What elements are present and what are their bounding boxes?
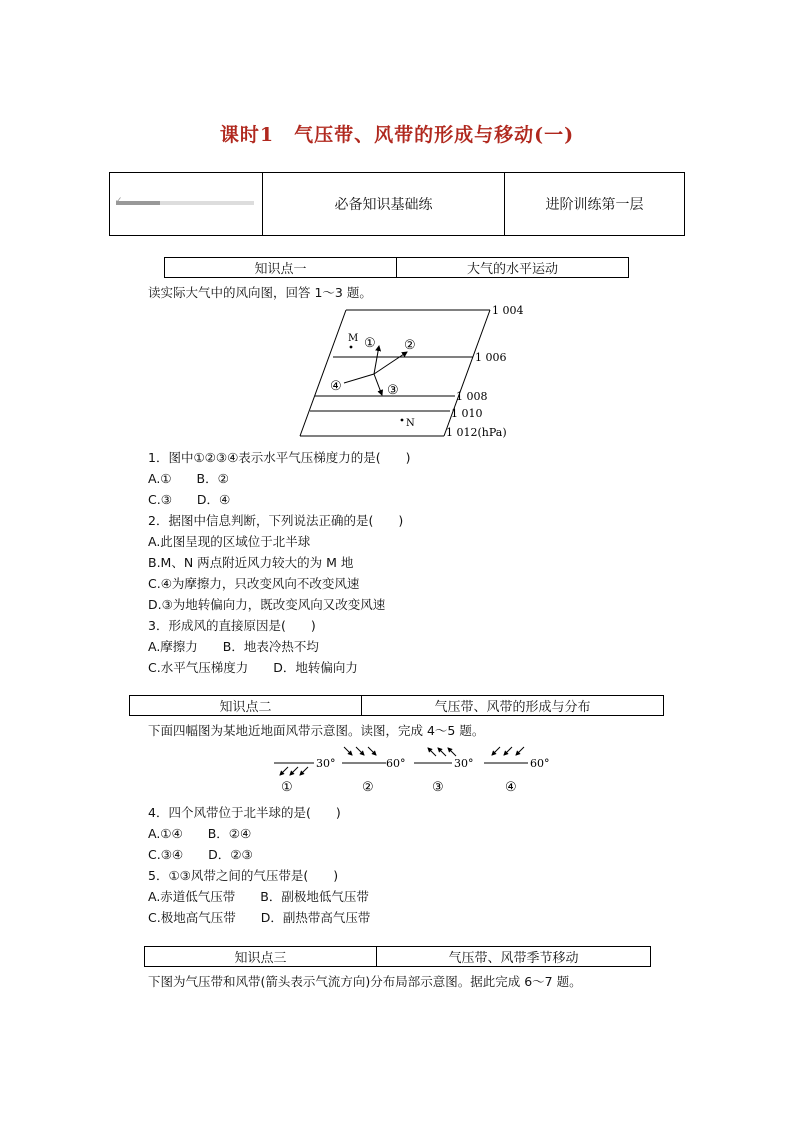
kp1-intro: 读实际大气中的风向图，回答 1～3 题。 (148, 285, 372, 300)
q1-options-cd: C.③ D．④ (148, 492, 231, 507)
q5-options-cd: C.极地高气压带 D．副热带高气压带 (148, 910, 371, 925)
kp2-topic: 气压带、风带的形成与分布 (362, 696, 664, 716)
belt-label: ③ (432, 780, 444, 795)
question-5: 5．①③风带之间的气压带是( ) (148, 868, 339, 883)
arrow-4-label: ④ (330, 379, 342, 394)
q2-option-a: A.此图呈现的区域位于北半球 (148, 534, 311, 549)
q5-options-ab: A.赤道低气压带 B．副极地低气压带 (148, 889, 369, 904)
q4-options-ab: A.①④ B．②④ (148, 826, 252, 841)
point-m (350, 346, 353, 349)
header-basic-practice: 必备知识基础练 (263, 173, 505, 236)
lat-label: 30° (454, 757, 474, 770)
isobar-label: 1 006 (475, 351, 507, 364)
kp1-topic: 大气的水平运动 (397, 258, 629, 278)
section-header-table (109, 172, 685, 236)
q3-options-ab: A.摩擦力 B．地表冷热不均 (148, 639, 319, 654)
q2-option-c: C.④为摩擦力，只改变风向不改变风速 (148, 576, 360, 591)
knowledge-point-1 (164, 257, 629, 278)
wind-direction-figure (290, 300, 524, 442)
wind-belt-2 (342, 747, 386, 763)
q2-option-d: D.③为地转偏向力，既改变风向又改变风速 (148, 597, 386, 612)
arrow-3 (374, 374, 382, 395)
q1-options-ab: A.① B．② (148, 471, 229, 486)
arrow-3-label: ③ (387, 383, 399, 398)
progress-fill (116, 201, 160, 205)
check-icon: ✓ (115, 196, 123, 206)
belt-label: ① (281, 780, 293, 795)
lat-label: 60° (530, 757, 550, 770)
point-n (401, 419, 404, 422)
kp3-topic: 气压带、风带季节移动 (377, 947, 651, 967)
point-n-label: N (406, 418, 415, 429)
header-advanced-training: 进阶训练第一层 (505, 173, 685, 236)
question-3: 3．形成风的直接原因是( ) (148, 618, 316, 633)
q3-options-cd: C.水平气压梯度力 D．地转偏向力 (148, 660, 358, 675)
wind-belt-1 (274, 763, 314, 775)
kp1-label: 知识点一 (165, 258, 397, 278)
lat-label: 30° (316, 757, 336, 770)
question-2: 2．据图中信息判断，下列说法正确的是( ) (148, 513, 404, 528)
q2-option-b: B.M、N 两点附近风力较大的为 M 地 (148, 555, 354, 570)
isobar-label: 1 012(hPa) (446, 426, 507, 439)
arrow-2 (374, 352, 407, 374)
isobar-label: 1 004 (492, 304, 524, 317)
belt-label: ④ (505, 780, 517, 795)
kp3-intro: 下图为气压带和风带(箭头表示气流方向)分布局部示意图。据此完成 6～7 题。 (148, 974, 582, 989)
progress-bar (115, 196, 254, 207)
isobar-label: 1 008 (456, 390, 488, 403)
knowledge-point-3 (144, 946, 651, 967)
arrow-2-label: ② (404, 338, 416, 353)
question-4: 4．四个风带位于北半球的是( ) (148, 805, 341, 820)
kp2-intro: 下面四幅图为某地近地面风带示意图。读图，完成 4～5 题。 (148, 723, 485, 738)
belt-label: ② (362, 780, 374, 795)
arrow-1-label: ① (364, 336, 376, 351)
wind-belt-4 (484, 747, 528, 763)
wind-belt-figure (268, 742, 558, 796)
page-title: 课时1 气压带、风带的形成与移动(一) (219, 124, 575, 146)
arrow-4 (344, 374, 374, 383)
knowledge-point-2 (129, 695, 664, 716)
kp3-label: 知识点三 (145, 947, 377, 967)
progress-cell (110, 173, 263, 236)
wind-belt-3 (414, 748, 456, 763)
q4-options-cd: C.③④ D．②③ (148, 847, 253, 862)
question-1: 1．图中①②③④表示水平气压梯度力的是( ) (148, 450, 411, 465)
lat-label: 60° (386, 757, 406, 770)
kp2-label: 知识点二 (130, 696, 362, 716)
isobar-label: 1 010 (451, 407, 483, 420)
point-m-label: M (348, 333, 359, 344)
